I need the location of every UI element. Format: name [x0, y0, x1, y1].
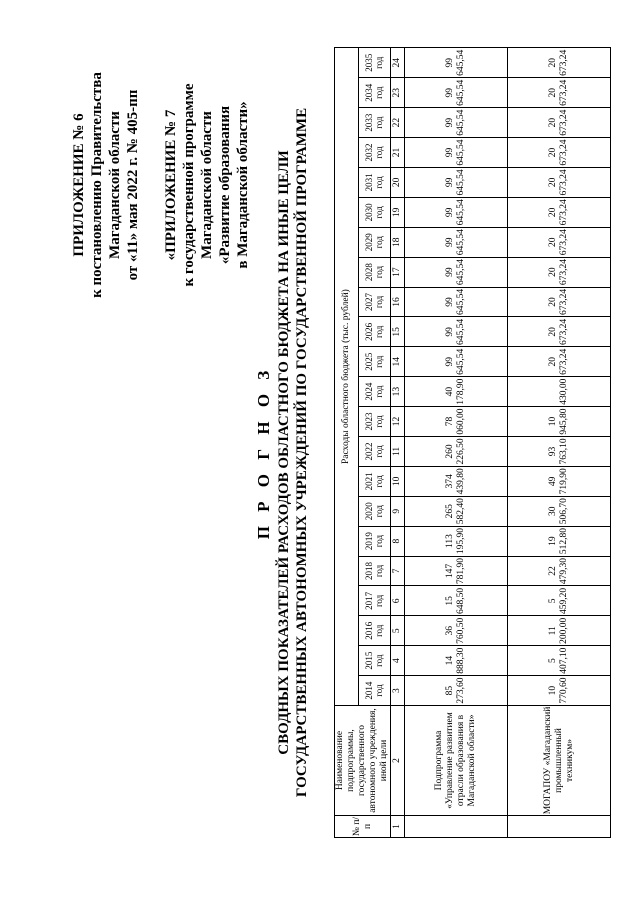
value-cell: 5 407,10: [508, 646, 611, 676]
value-cell: 40 178,90: [405, 377, 508, 407]
header-name: Наименование подпрограммы, государственного автономного учреждения, иной цели: [335, 706, 391, 816]
value-cell: 99 645,54: [405, 317, 508, 347]
row-number: [405, 816, 508, 838]
value-cell: 5 459,20: [508, 586, 611, 616]
appendix-line: к государственной программе: [181, 83, 197, 287]
value-cell: 99 645,54: [405, 257, 508, 287]
value-cell: 20 673,24: [508, 287, 611, 317]
year-header: 2029 год: [358, 227, 390, 257]
column-number: 1: [391, 816, 405, 838]
document-title: [253, 0, 311, 905]
column-number: 21: [391, 138, 405, 168]
column-number: 7: [391, 556, 405, 586]
value-cell: 36 760,50: [405, 616, 508, 646]
value-cell: 20 673,24: [508, 138, 611, 168]
column-number: 16: [391, 287, 405, 317]
year-header: 2035 год: [358, 48, 390, 78]
header-expenses-group: Расходы областного бюджета (тыс. рублей): [335, 48, 359, 706]
value-cell: 20 673,24: [508, 347, 611, 377]
value-cell: 99 645,54: [405, 197, 508, 227]
value-cell: 49 719,90: [508, 466, 611, 496]
column-number-row: [391, 48, 405, 838]
column-number: 10: [391, 466, 405, 496]
year-header: 2019 год: [358, 526, 390, 556]
value-cell: 99 645,54: [405, 138, 508, 168]
year-header: 2026 год: [358, 317, 390, 347]
value-cell: 99 645,54: [405, 48, 508, 78]
column-number: 6: [391, 586, 405, 616]
column-number: 13: [391, 377, 405, 407]
column-number: 23: [391, 78, 405, 108]
appendix-line: «Развитие образования: [217, 105, 233, 265]
year-header: 2020 год: [358, 496, 390, 526]
value-cell: 20 673,24: [508, 197, 611, 227]
column-number: 9: [391, 496, 405, 526]
column-number: 20: [391, 167, 405, 197]
value-cell: 15 648,50: [405, 586, 508, 616]
value-cell: 22 479,30: [508, 556, 611, 586]
year-header: 2031 год: [358, 167, 390, 197]
appendix-line: «ПРИЛОЖЕНИЕ № 7: [163, 109, 179, 261]
value-cell: 20 673,24: [508, 257, 611, 287]
value-cell: 430,00: [508, 377, 611, 407]
value-cell: 260 226,50: [405, 436, 508, 466]
column-number: 12: [391, 407, 405, 437]
table-row: [405, 48, 508, 838]
value-cell: 20 673,24: [508, 167, 611, 197]
value-cell: 19 512,80: [508, 526, 611, 556]
year-header: 2033 год: [358, 108, 390, 138]
forecast-table: [334, 47, 611, 838]
value-cell: 147 781,90: [405, 556, 508, 586]
year-header: 2024 год: [358, 377, 390, 407]
value-cell: 265 582,40: [405, 496, 508, 526]
value-cell: 20 673,24: [508, 108, 611, 138]
column-number: 8: [391, 526, 405, 556]
year-header: 2014 год: [358, 676, 390, 706]
row-name: Подпрограмма «Управление развитием отрасли образования в Магаданской области»: [405, 706, 508, 816]
column-number: 3: [391, 676, 405, 706]
column-number: 24: [391, 48, 405, 78]
value-cell: 10 770,60: [508, 676, 611, 706]
column-number: 22: [391, 108, 405, 138]
value-cell: 14 888,30: [405, 646, 508, 676]
year-header: 2030 год: [358, 197, 390, 227]
title-line-3: ГОСУДАРСТВЕННЫХ АВТОНОМНЫХ УЧРЕЖДЕНИЙ ПО ГОСУДАРСТВЕННОЙ ПРОГРАММЕ: [294, 107, 310, 798]
appendix-line: к постановлению Правительства: [89, 72, 105, 298]
value-cell: 20 673,24: [508, 48, 611, 78]
value-cell: 85 273,60: [405, 676, 508, 706]
year-header: 2015 год: [358, 646, 390, 676]
year-header: 2025 год: [358, 347, 390, 377]
appendix-line: Магаданской области: [199, 111, 215, 259]
value-cell: 93 763,10: [508, 436, 611, 466]
column-number: 11: [391, 436, 405, 466]
value-cell: 78 060,00: [405, 407, 508, 437]
column-number: 18: [391, 227, 405, 257]
year-header: 2028 год: [358, 257, 390, 287]
appendix-line: от «11» мая 2022 г. № 405-пп: [125, 89, 141, 281]
value-cell: 20 673,24: [508, 317, 611, 347]
value-cell: 30 506,70: [508, 496, 611, 526]
year-header: 2022 год: [358, 436, 390, 466]
year-header: 2018 год: [358, 556, 390, 586]
year-header: 2017 год: [358, 586, 390, 616]
value-cell: 99 645,54: [405, 78, 508, 108]
column-number: 5: [391, 616, 405, 646]
value-cell: 20 673,24: [508, 227, 611, 257]
column-number: 4: [391, 646, 405, 676]
column-number: 14: [391, 347, 405, 377]
value-cell: 99 645,54: [405, 227, 508, 257]
value-cell: 99 645,54: [405, 167, 508, 197]
year-header: 2034 год: [358, 78, 390, 108]
table-row: [508, 48, 611, 838]
year-header: 2023 год: [358, 407, 390, 437]
row-name: МОГАПОУ «Магаданский промышленный техникум»: [508, 706, 611, 816]
value-cell: 99 645,54: [405, 287, 508, 317]
year-header: 2027 год: [358, 287, 390, 317]
column-number: 15: [391, 317, 405, 347]
column-number: 17: [391, 257, 405, 287]
year-header: 2021 год: [358, 466, 390, 496]
year-header: 2016 год: [358, 616, 390, 646]
column-number: 2: [391, 706, 405, 816]
title-line-2: СВОДНЫХ ПОКАЗАТЕЛЕЙ РАСХОДОВ ОБЛАСТНОГО БЮДЖЕТА НА ИНЫЕ ЦЕЛИ: [276, 150, 292, 755]
value-cell: 374 439,80: [405, 466, 508, 496]
value-cell: 99 645,54: [405, 108, 508, 138]
value-cell: 10 945,80: [508, 407, 611, 437]
column-number: 19: [391, 197, 405, 227]
row-number: [508, 816, 611, 838]
value-cell: 20 673,24: [508, 78, 611, 108]
value-cell: 113 195,90: [405, 526, 508, 556]
appendix-line: Магаданской области: [107, 111, 123, 259]
value-cell: 99 645,54: [405, 347, 508, 377]
year-header: 2032 год: [358, 138, 390, 168]
title-line-1: П Р О Г Н О З: [254, 365, 273, 540]
header-no: № п/п: [335, 816, 391, 838]
appendix-block: [70, 25, 252, 345]
appendix-line: ПРИЛОЖЕНИЕ № 6: [71, 113, 87, 257]
value-cell: 11 200,00: [508, 616, 611, 646]
appendix-line: в Магаданской области»: [235, 101, 251, 269]
